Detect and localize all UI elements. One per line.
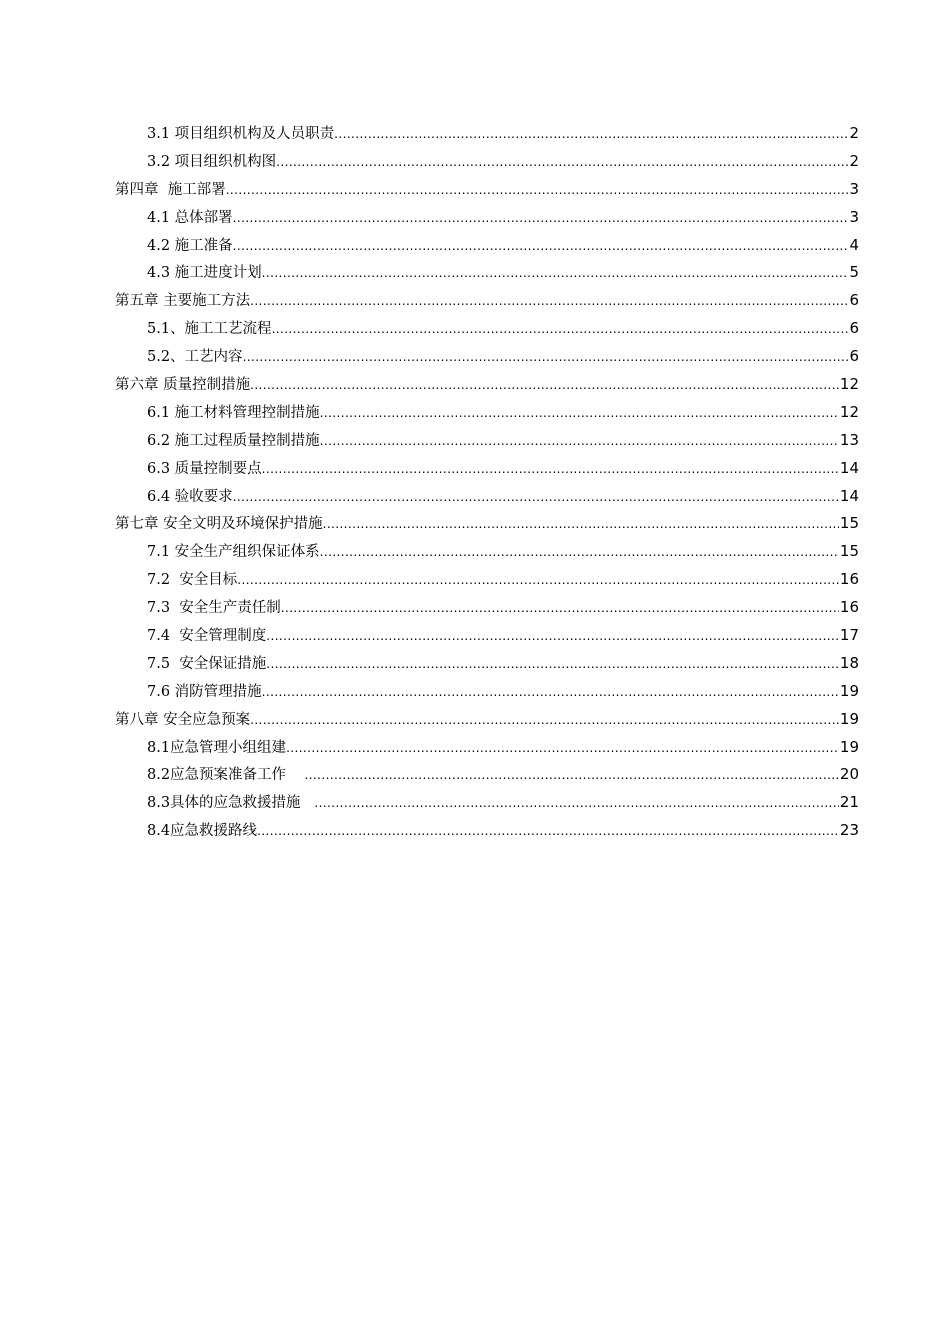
toc-dot-leader (281, 595, 839, 622)
toc-entry-label: 6.2 施工过程质量控制措施 (147, 432, 320, 449)
toc-entry-label: 3.2 项目组织机构图 (147, 153, 277, 170)
toc-entry-label: 6.3 质量控制要点 (147, 460, 262, 477)
toc-dot-leader (323, 511, 839, 538)
toc-dot-leader (314, 790, 839, 817)
toc-entry[interactable] (115, 789, 859, 817)
toc-entry-label: 第六章 质量控制措施 (115, 377, 251, 394)
toc-entry[interactable] (115, 538, 859, 566)
toc-entry[interactable] (115, 455, 859, 483)
toc-page-number: 18 (839, 653, 859, 672)
toc-entry[interactable] (115, 510, 859, 538)
toc-page-number: 14 (839, 486, 859, 505)
toc-page-number: 2 (849, 124, 859, 142)
toc-dot-leader (226, 177, 849, 204)
toc-entry[interactable] (115, 761, 859, 789)
toc-dot-leader (250, 372, 839, 399)
toc-entry[interactable] (115, 594, 859, 622)
toc-entry[interactable] (115, 678, 859, 706)
toc-page-number: 14 (839, 458, 859, 477)
toc-dot-leader (237, 567, 839, 594)
toc-page-number: 6 (849, 291, 859, 310)
toc-page-number: 19 (839, 709, 859, 728)
toc-entry[interactable] (115, 287, 859, 315)
toc-page-number: 19 (839, 737, 859, 756)
toc-entry-label: 8.1应急管理小组组建 (147, 739, 287, 756)
toc-page-number: 19 (839, 681, 859, 700)
toc-entry[interactable] (115, 566, 859, 594)
toc-entry[interactable] (115, 232, 859, 260)
toc-entry-label: 6.1 施工材料管理控制措施 (147, 404, 320, 421)
toc-dot-leader (257, 818, 839, 845)
toc-entry-label: 4.2 施工准备 (147, 237, 233, 254)
toc-entry-label: 4.3 施工进度计划 (147, 265, 262, 282)
toc-page-number: 6 (849, 319, 859, 338)
toc-page-number: 16 (839, 570, 859, 589)
toc-entry-label: 第四章 施工部署 (115, 181, 226, 198)
toc-entry[interactable] (115, 427, 859, 455)
toc-entry-label: 5.2、工艺内容 (147, 349, 243, 366)
toc-entry-label: 7.4 安全管理制度 (147, 628, 267, 645)
toc-entry-label: 3.1 项目组织机构及人员职责 (147, 126, 335, 142)
toc-entry-label: 8.2应急预案准备工作 (147, 767, 305, 784)
toc-dot-leader (320, 400, 839, 427)
toc-entry[interactable] (115, 343, 859, 371)
toc-dot-leader (243, 344, 849, 371)
toc-page-number: 2 (849, 151, 859, 170)
toc-page-number: 12 (839, 375, 859, 394)
toc-entry-label: 7.5 安全保证措施 (147, 655, 267, 672)
toc-page-number: 12 (839, 402, 859, 421)
toc-entry-label: 第五章 主要施工方法 (115, 293, 251, 310)
toc-entry[interactable] (115, 650, 859, 678)
toc-entry[interactable] (115, 259, 859, 287)
toc-dot-leader (334, 121, 848, 148)
toc-dot-leader (266, 651, 839, 678)
toc-page-number: 3 (849, 207, 859, 226)
toc-dot-leader (233, 484, 839, 511)
toc-entry[interactable] (115, 483, 859, 511)
toc-entry-label: 4.1 总体部署 (147, 209, 233, 226)
toc-page-number: 20 (839, 765, 859, 784)
toc-page-number: 4 (849, 235, 859, 254)
toc-dot-leader (266, 623, 839, 650)
toc-dot-leader (262, 679, 839, 706)
toc-page-number: 23 (839, 821, 859, 840)
toc-dot-leader (250, 288, 848, 315)
toc-entry[interactable] (115, 371, 859, 399)
toc-entry-label: 6.4 验收要求 (147, 488, 233, 505)
toc-entry[interactable] (115, 734, 859, 762)
toc-entry-label: 8.3具体的应急救援措施 (147, 795, 315, 812)
toc-dot-leader (320, 539, 839, 566)
toc-page-number: 3 (849, 179, 859, 198)
toc-dot-leader (286, 735, 839, 762)
toc-entry[interactable] (115, 204, 859, 232)
toc-dot-leader (276, 149, 848, 176)
toc-entry-label: 7.6 消防管理措施 (147, 683, 262, 700)
toc-entry[interactable] (115, 176, 859, 204)
toc-page-number: 13 (839, 430, 859, 449)
toc-page-number: 15 (839, 514, 859, 533)
toc-entry[interactable] (115, 706, 859, 734)
toc-entry-label: 8.4应急救援路线 (147, 823, 258, 840)
toc-dot-leader (233, 233, 849, 260)
toc-entry-label: 7.1 安全生产组织保证体系 (147, 544, 320, 561)
toc-entry[interactable] (115, 399, 859, 427)
toc-entry-label: 第八章 安全应急预案 (115, 711, 251, 728)
toc-entry-label: 7.2 安全目标 (147, 572, 238, 589)
toc-dot-leader (262, 456, 839, 483)
toc-dot-leader (305, 762, 839, 789)
toc-entry[interactable] (115, 315, 859, 343)
toc-entry[interactable] (115, 817, 859, 845)
toc-dot-leader (250, 707, 839, 734)
toc-dot-leader (262, 260, 849, 287)
toc-entry-label: 第七章 安全文明及环境保护措施 (115, 516, 323, 533)
toc-page-number: 5 (849, 263, 859, 282)
toc-entry-label: 5.1、施工工艺流程 (147, 321, 272, 338)
toc-dot-leader (320, 428, 839, 455)
toc-page-number: 21 (839, 793, 859, 812)
toc-page-number: 15 (839, 542, 859, 561)
toc-dot-leader (272, 316, 849, 343)
toc-entry-label: 7.3 安全生产责任制 (147, 600, 281, 617)
table-of-contents (115, 120, 859, 845)
toc-dot-leader (233, 205, 849, 232)
toc-entry[interactable] (115, 148, 859, 176)
toc-entry[interactable] (115, 120, 859, 148)
toc-entry[interactable] (115, 622, 859, 650)
toc-page-number: 17 (839, 626, 859, 645)
toc-page-number: 6 (849, 347, 859, 366)
toc-page-number: 16 (839, 598, 859, 617)
